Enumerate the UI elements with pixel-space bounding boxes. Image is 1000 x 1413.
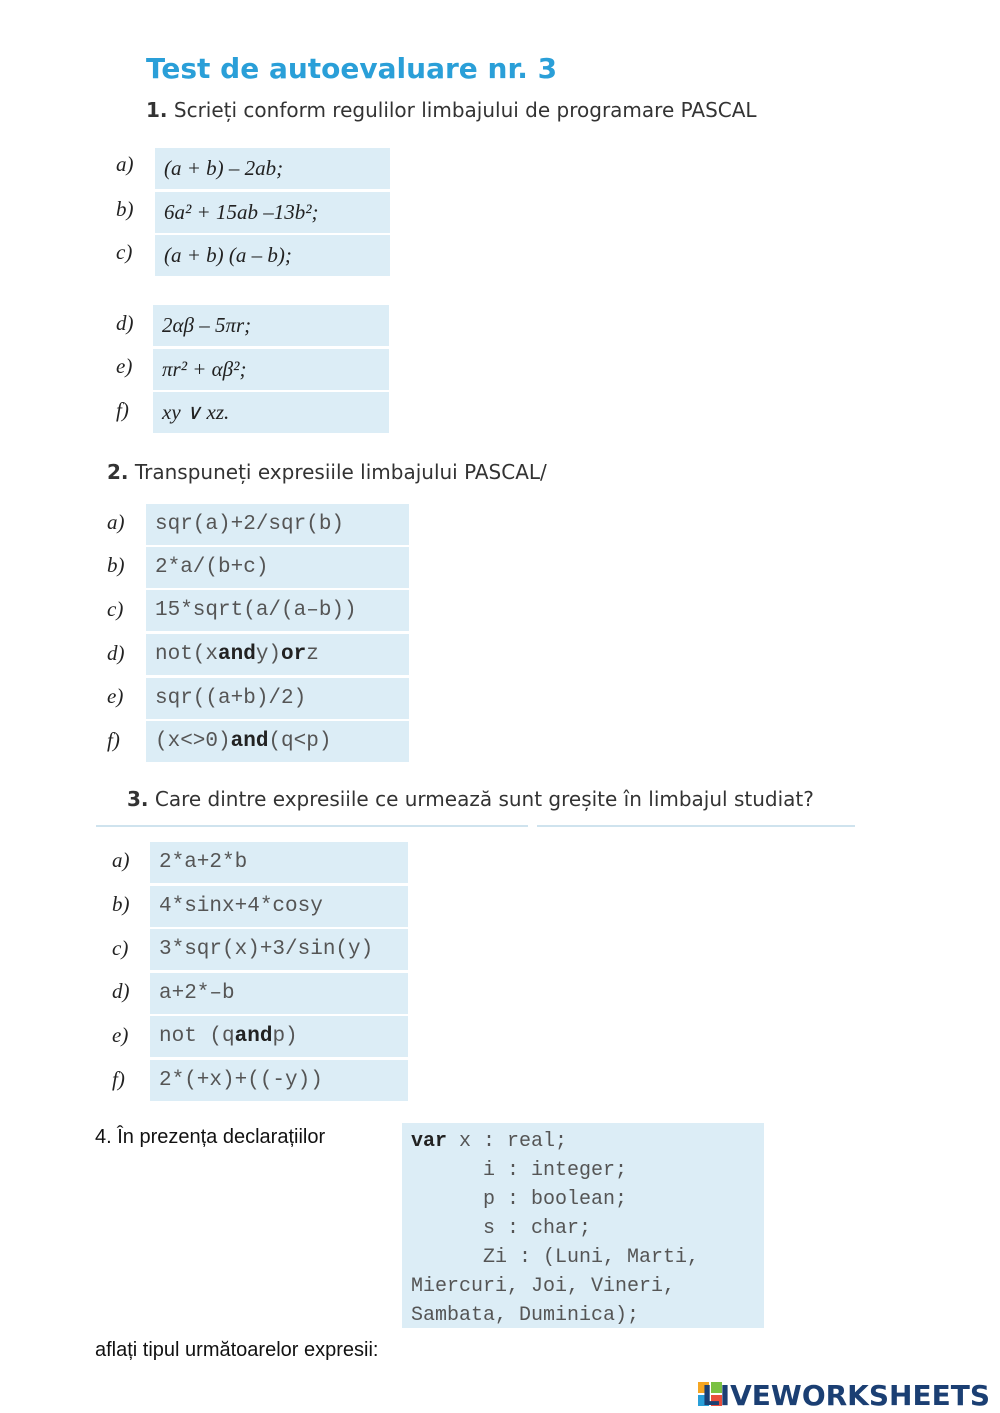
q2-label-a: a) xyxy=(107,510,125,534)
question-4-text: 4. În prezența declarațiilor xyxy=(95,1126,326,1148)
code-text: y) xyxy=(255,643,282,666)
keyword-and: and xyxy=(234,1025,273,1048)
code-text: p) xyxy=(272,1025,298,1048)
q3-expr-a: 2*a+2*b xyxy=(150,842,408,883)
question-1-number: 1. xyxy=(146,98,168,122)
code-text: z xyxy=(306,643,319,666)
code-line: Miercuri, Joi, Vineri, xyxy=(411,1275,676,1298)
q3-label-a: a) xyxy=(112,848,130,872)
code-text: (q<p) xyxy=(268,730,332,753)
question-3 xyxy=(127,787,814,811)
q1-expr-b: 6a² + 15ab –13b²; xyxy=(155,192,390,233)
question-4-footer: aflați tipul următoarelor expresii: xyxy=(95,1339,379,1361)
keyword-and: and xyxy=(218,643,256,666)
keyword-var: var xyxy=(411,1130,448,1153)
q1-expr-d: 2αβ – 5πr; xyxy=(153,305,389,346)
keyword-or: or xyxy=(281,643,307,666)
q1-label-d: d) xyxy=(116,311,134,335)
q2-label-f: f) xyxy=(107,728,120,752)
q2-expr-c: 15*sqrt(a/(a–b)) xyxy=(146,590,409,631)
code-line: i : integer; xyxy=(411,1159,628,1182)
q1-label-a: a) xyxy=(116,152,134,176)
code-line: Sambata, Duminica); xyxy=(411,1304,640,1327)
q3-label-d: d) xyxy=(112,979,130,1003)
q3-expr-b: 4*sinx+4*cosy xyxy=(150,886,408,927)
q2-label-c: c) xyxy=(107,597,124,621)
keyword-and: and xyxy=(230,730,269,753)
q2-expr-d xyxy=(146,634,409,675)
code-text: not(x xyxy=(155,643,219,666)
q1-expr-a: (a + b) – 2ab; xyxy=(155,148,390,189)
q2-expr-a: sqr(a)+2/sqr(b) xyxy=(146,504,409,545)
question-2-text: Transpuneți expresiile limbajului PASCAL/ xyxy=(134,460,547,484)
q3-label-b: b) xyxy=(112,892,130,916)
q2-label-b: b) xyxy=(107,553,125,577)
q1-expr-e: πr² + αβ²; xyxy=(153,349,389,390)
question-3-text: Care dintre expresiile ce urmează sunt greșite în limbajul studiat? xyxy=(154,787,814,811)
code-text: (x<>0) xyxy=(155,730,231,753)
q2-expr-b: 2*a/(b+c) xyxy=(146,547,409,588)
q2-label-d: d) xyxy=(107,641,125,665)
q1-label-c: c) xyxy=(116,240,133,264)
q1-expr-c: (a + b) (a – b); xyxy=(155,235,390,276)
q3-expr-c: 3*sqr(x)+3/sin(y) xyxy=(150,929,408,970)
q3-label-e: e) xyxy=(112,1023,129,1047)
code-line: p : boolean; xyxy=(411,1188,628,1211)
q3-expr-f: 2*(+x)+((-y)) xyxy=(150,1060,408,1101)
code-line: Zi : (Luni, Marti, xyxy=(411,1246,700,1269)
code-line: s : char; xyxy=(411,1217,592,1240)
divider-left xyxy=(96,825,528,827)
q1-label-b: b) xyxy=(116,197,134,221)
question-2-number: 2. xyxy=(107,460,129,484)
q3-label-c: c) xyxy=(112,936,129,960)
code-text: not (q xyxy=(159,1025,235,1048)
q3-label-f: f) xyxy=(112,1067,125,1091)
q1-expr-f: xy ∨ xz. xyxy=(153,392,389,433)
question-2 xyxy=(107,460,547,484)
q2-expr-e: sqr((a+b)/2) xyxy=(146,678,409,719)
q2-label-e: e) xyxy=(107,684,124,708)
page-title: Test de autoevaluare nr. 3 xyxy=(146,52,558,85)
divider-right xyxy=(537,825,855,827)
declarations-code-block xyxy=(402,1123,764,1328)
question-1-text: Scrieți conform regulilor limbajului de programare PASCAL xyxy=(173,98,757,122)
q1-label-e: e) xyxy=(116,354,133,378)
code-line: x : real; xyxy=(447,1130,568,1153)
brand-wordmark: LIVEWORKSHEETS xyxy=(701,1379,990,1412)
q3-expr-e xyxy=(150,1016,408,1057)
question-3-number: 3. xyxy=(127,787,149,811)
question-1 xyxy=(146,98,757,122)
q1-label-f: f) xyxy=(116,398,129,422)
q3-expr-d: a+2*–b xyxy=(150,973,408,1014)
q2-expr-f xyxy=(146,721,409,762)
